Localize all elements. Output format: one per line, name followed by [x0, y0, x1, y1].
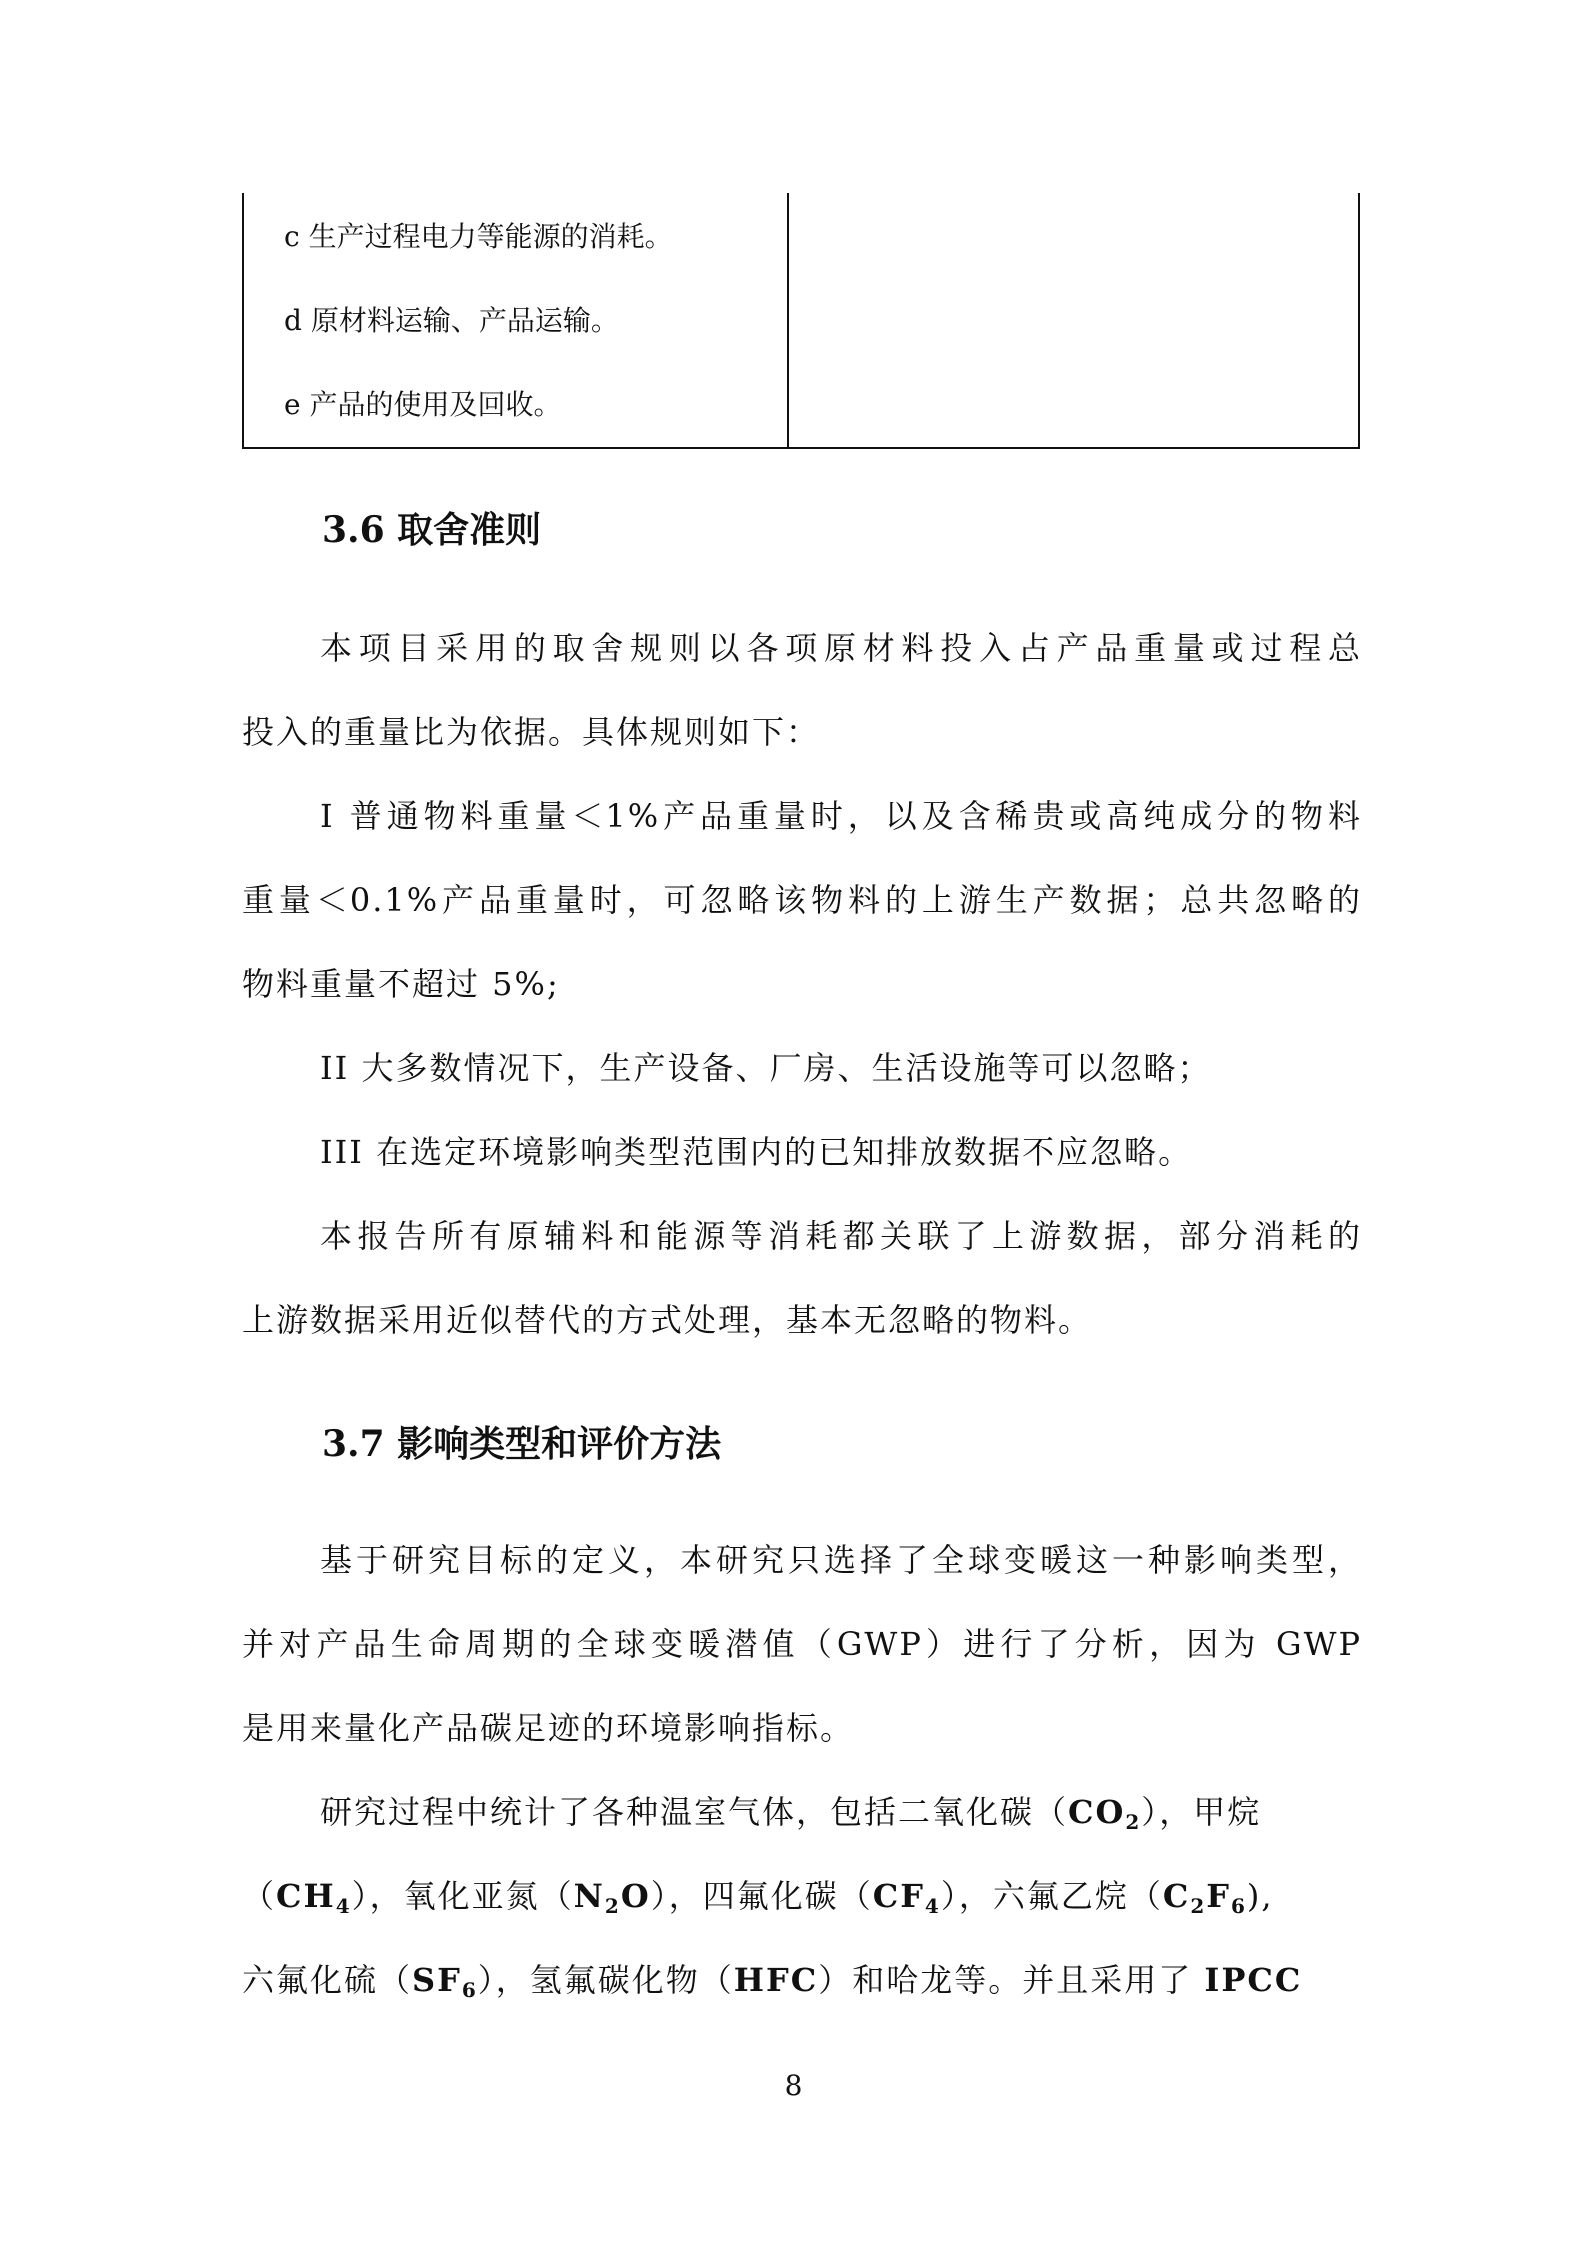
text-run: ），甲烷 [1141, 1793, 1262, 1831]
paragraph-line: 重量＜0.1%产品重量时，可忽略该物料的上游生产数据；总共忽略的 [242, 881, 1362, 919]
formula-n2o: $N_2O$ [573, 1877, 651, 1918]
page-number: 8 [784, 2069, 803, 2102]
table-cell-line: e 产品的使用及回收。 [284, 388, 562, 421]
formula-cf4: $CF_4$ [872, 1877, 941, 1918]
paragraph-line: 并对产品生命周期的全球变暖潜值（GWP）进行了分析，因为 GWP [242, 1625, 1362, 1663]
paragraph-line-gases-1 [320, 1788, 1362, 1836]
formula-co2: $CO_2$ [1068, 1793, 1142, 1834]
paragraph-line: I 普通物料重量＜1%产品重量时，以及含稀贵或高纯成分的物料 [320, 797, 1362, 835]
paragraph-line: 投入的重量比为依据。具体规则如下： [242, 713, 821, 751]
table-continuation [242, 193, 1360, 449]
paragraph-line: 物料重量不超过 5%; [242, 965, 560, 1003]
formula-sf6: $SF_6$ [412, 1961, 478, 2002]
formula-hfc: HFC [733, 1961, 819, 1999]
section-heading-3-6: 3.6 取舍准则 [322, 509, 542, 551]
section-heading-3-7: 3.7 影响类型和评价方法 [322, 1423, 722, 1465]
ipcc-label: IPCC [1204, 1961, 1303, 1999]
paragraph-line: 本报告所有原辅料和能源等消耗都关联了上游数据，部分消耗的 [320, 1217, 1362, 1255]
formula-c2f6: $C_2F_6$ [1162, 1877, 1247, 1918]
paragraph-line: 基于研究目标的定义，本研究只选择了全球变暖这一种影响类型， [320, 1541, 1362, 1579]
table-cell-line: d 原材料运输、产品运输。 [284, 304, 619, 337]
paragraph-line: II 大多数情况下，生产设备、厂房、生活设施等可以忽略； [320, 1049, 1212, 1087]
paragraph-line: 上游数据采用近似替代的方式处理，基本无忽略的物料。 [242, 1301, 1093, 1339]
formula-ch4: $CH_4$ [276, 1877, 352, 1918]
paragraph-line: 是用来量化产品碳足迹的环境影响指标。 [242, 1709, 855, 1747]
table-column-divider [787, 193, 789, 447]
paragraph-line-gases-3: 六氟化硫$(SF_6)$，氢氟碳化物（HFC）和哈龙等。并且采用了 IPCC [242, 1961, 1303, 2002]
table-cell-line: c 生产过程电力等能源的消耗。 [284, 220, 673, 253]
paragraph-line: III 在选定环境影响类型范围内的已知排放数据不应忽略。 [320, 1133, 1193, 1171]
paragraph-line-gases-2: $(CH_4)$，氧化亚氮$(N_2O)$，四氟化碳$(CF_4)$，六氟乙烷$(C_2F_6)$, [242, 1877, 1274, 1918]
paragraph-line: 本项目采用的取舍规则以各项原材料投入占产品重量或过程总 [320, 629, 1362, 667]
text-run: 研究过程中统计了各种温室气体，包括二氧化碳（ [320, 1793, 1069, 1831]
